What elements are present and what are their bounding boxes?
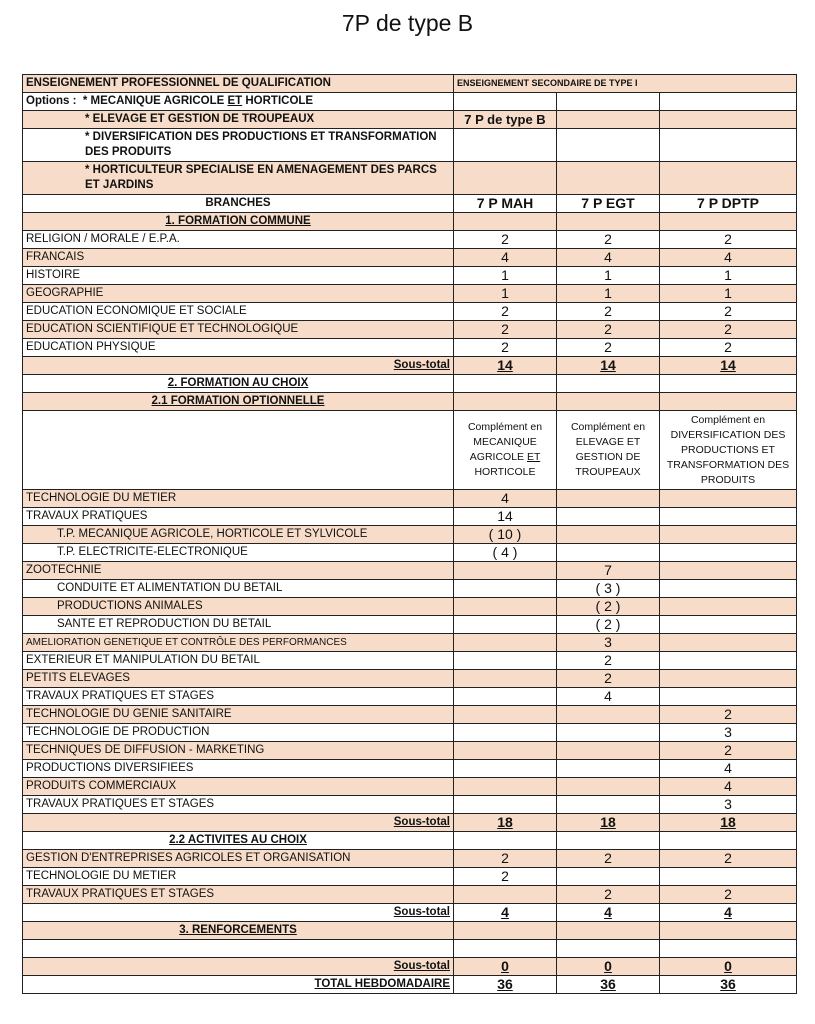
- value-cell: [660, 670, 797, 688]
- table-row: [23, 321, 797, 339]
- row-label: RELIGION / MORALE / E.P.A.: [23, 231, 454, 249]
- value-cell: ( 10 ): [454, 526, 557, 544]
- value-cell: [454, 670, 557, 688]
- header-left: ENSEIGNEMENT PROFESSIONNEL DE QUALIFICATION: [23, 75, 454, 93]
- row-label: TRAVAUX PRATIQUES: [23, 508, 454, 526]
- value-cell: 2: [454, 303, 557, 321]
- section-formation-commune: 1. FORMATION COMMUNE: [23, 213, 454, 231]
- options-row-4: [23, 162, 797, 195]
- header-right: ENSEIGNEMENT SECONDAIRE DE TYPE I: [454, 75, 797, 93]
- header-row: [23, 75, 797, 93]
- value-cell: 2: [660, 886, 797, 904]
- empty-row: [23, 940, 797, 958]
- value-cell: 2: [557, 231, 660, 249]
- subtotal-value: 18: [660, 814, 797, 832]
- value-cell: 4: [557, 249, 660, 267]
- table-row: [23, 508, 797, 526]
- table-row: [23, 339, 797, 357]
- value-cell: [557, 526, 660, 544]
- value-cell: 4: [660, 249, 797, 267]
- subtotal-label: Sous-total: [23, 814, 454, 832]
- table-row: [23, 778, 797, 796]
- section-renforcements: 3. RENFORCEMENTS: [23, 922, 454, 940]
- value-cell: [454, 724, 557, 742]
- value-cell: [557, 796, 660, 814]
- row-label: FRANCAIS: [23, 249, 454, 267]
- timetable-grid: [22, 74, 797, 994]
- value-cell: [557, 490, 660, 508]
- value-cell: 3: [660, 796, 797, 814]
- table-row: [23, 249, 797, 267]
- complement-empty: [23, 411, 454, 490]
- value-cell: [660, 580, 797, 598]
- row-label: EDUCATION SCIENTIFIQUE ET TECHNOLOGIQUE: [23, 321, 454, 339]
- row-label: T.P. ELECTRICITE-ELECTRONIQUE: [23, 544, 454, 562]
- subtotal-label: Sous-total: [23, 958, 454, 976]
- table-row: [23, 688, 797, 706]
- value-cell: 4: [557, 688, 660, 706]
- value-cell: [557, 742, 660, 760]
- subtotal-row: [23, 958, 797, 976]
- value-cell: [660, 508, 797, 526]
- subtotal-value: 14: [660, 357, 797, 375]
- row-label: TECHNIQUES DE DIFFUSION - MARKETING: [23, 742, 454, 760]
- option-1: [23, 93, 454, 111]
- value-cell: 4: [454, 249, 557, 267]
- table-row: [23, 850, 797, 868]
- value-cell: ( 2 ): [557, 598, 660, 616]
- row-label: T.P. MECANIQUE AGRICOLE, HORTICOLE ET SYLVICOLE: [23, 526, 454, 544]
- value-cell: 2: [660, 231, 797, 249]
- value-cell: [660, 634, 797, 652]
- section-formation-optionnelle: 2.1 FORMATION OPTIONNELLE: [23, 393, 454, 411]
- value-cell: [660, 598, 797, 616]
- value-cell: 2: [557, 670, 660, 688]
- option-2-type: 7 P de type B: [454, 111, 557, 129]
- value-cell: [557, 724, 660, 742]
- value-cell: [454, 886, 557, 904]
- value-cell: 4: [454, 490, 557, 508]
- value-cell: 2: [660, 339, 797, 357]
- value-cell: [660, 616, 797, 634]
- option-4: * HORTICULTEUR SPECIALISE EN AMENAGEMENT DES PARCS ET JARDINS: [23, 162, 454, 195]
- section-formation-au-choix: 2. FORMATION AU CHOIX: [23, 375, 454, 393]
- value-cell: [454, 706, 557, 724]
- value-cell: [557, 868, 660, 886]
- value-cell: 2: [557, 850, 660, 868]
- section-renforcements: [23, 922, 797, 940]
- value-cell: [454, 760, 557, 778]
- value-cell: [557, 544, 660, 562]
- complement-dptp: Complément en DIVERSIFICATION DES PRODUCTIONS ET TRANSFORMATION DES PRODUITS: [660, 411, 797, 490]
- complement-mah-b: HORTICOLE: [474, 466, 536, 478]
- value-cell: 2: [557, 303, 660, 321]
- row-label: PRODUCTIONS ANIMALES: [23, 598, 454, 616]
- value-cell: 2: [557, 652, 660, 670]
- value-cell: [660, 526, 797, 544]
- subtotal-row: [23, 357, 797, 375]
- table-row: [23, 796, 797, 814]
- total-label: TOTAL HEBDOMADAIRE: [23, 976, 454, 994]
- section-row: [23, 213, 797, 231]
- table-row: [23, 598, 797, 616]
- row-label: ZOOTECHNIE: [23, 562, 454, 580]
- value-cell: [660, 562, 797, 580]
- total-value: 36: [454, 976, 557, 994]
- value-cell: [660, 544, 797, 562]
- total-value: 36: [660, 976, 797, 994]
- value-cell: [454, 634, 557, 652]
- row-label: SANTE ET REPRODUCTION DU BETAIL: [23, 616, 454, 634]
- row-label: TECHNOLOGIE DU METIER: [23, 490, 454, 508]
- complement-egt: Complément en ELEVAGE ET GESTION DE TROUPEAUX: [557, 411, 660, 490]
- row-label: EDUCATION PHYSIQUE: [23, 339, 454, 357]
- value-cell: [660, 490, 797, 508]
- table-row: [23, 490, 797, 508]
- value-cell: [557, 706, 660, 724]
- value-cell: 2: [660, 706, 797, 724]
- value-cell: 1: [557, 285, 660, 303]
- complement-row: [23, 411, 797, 490]
- page-title: 7P de type B: [341, 10, 474, 36]
- value-cell: 1: [454, 267, 557, 285]
- subtotal-value: 0: [454, 958, 557, 976]
- row-label: CONDUITE ET ALIMENTATION DU BETAIL: [23, 580, 454, 598]
- value-cell: 14: [454, 508, 557, 526]
- options-row-1: [23, 93, 797, 111]
- value-cell: [557, 778, 660, 796]
- option-1-label-b: HORTICOLE: [242, 95, 314, 107]
- value-cell: [557, 760, 660, 778]
- subtotal-row: [23, 814, 797, 832]
- options-row-3: [23, 129, 797, 162]
- value-cell: 2: [454, 868, 557, 886]
- value-cell: [454, 742, 557, 760]
- table-row: [23, 868, 797, 886]
- value-cell: [557, 508, 660, 526]
- value-cell: 7: [557, 562, 660, 580]
- value-cell: [454, 652, 557, 670]
- value-cell: 2: [454, 231, 557, 249]
- table-row: [23, 742, 797, 760]
- subtotal-label: Sous-total: [23, 904, 454, 922]
- value-cell: [454, 778, 557, 796]
- subtotal-label: Sous-total: [23, 357, 454, 375]
- value-cell: 2: [660, 850, 797, 868]
- col-mah: 7 P MAH: [454, 195, 557, 213]
- subtotal-value: 4: [557, 904, 660, 922]
- row-label: TRAVAUX PRATIQUES ET STAGES: [23, 688, 454, 706]
- value-cell: 2: [557, 339, 660, 357]
- row-label: TECHNOLOGIE DE PRODUCTION: [23, 724, 454, 742]
- subtotal-value: 18: [454, 814, 557, 832]
- value-cell: 3: [557, 634, 660, 652]
- table-row: [23, 652, 797, 670]
- row-label: TECHNOLOGIE DU GENIE SANITAIRE: [23, 706, 454, 724]
- table-row: [23, 526, 797, 544]
- branches-label: BRANCHES: [23, 195, 454, 213]
- value-cell: 1: [454, 285, 557, 303]
- row-label: PRODUITS COMMERCIAUX: [23, 778, 454, 796]
- subtotal-value: 18: [557, 814, 660, 832]
- value-cell: 2: [557, 321, 660, 339]
- value-cell: 2: [660, 742, 797, 760]
- table-row: [23, 267, 797, 285]
- row-label: TRAVAUX PRATIQUES ET STAGES: [23, 886, 454, 904]
- value-cell: 1: [660, 267, 797, 285]
- value-cell: 2: [454, 850, 557, 868]
- branches-row: [23, 195, 797, 213]
- value-cell: [660, 652, 797, 670]
- value-cell: 1: [660, 285, 797, 303]
- value-cell: 2: [557, 886, 660, 904]
- subtotal-value: 14: [557, 357, 660, 375]
- row-label: EDUCATION ECONOMIQUE ET SOCIALE: [23, 303, 454, 321]
- value-cell: [454, 598, 557, 616]
- value-cell: ( 3 ): [557, 580, 660, 598]
- table-row: [23, 886, 797, 904]
- row-label: AMELIORATION GENETIQUE ET CONTRÔLE DES PERFORMANCES: [23, 634, 454, 652]
- value-cell: [454, 796, 557, 814]
- value-cell: [660, 688, 797, 706]
- value-cell: 2: [660, 321, 797, 339]
- row-label: EXTERIEUR ET MANIPULATION DU BETAIL: [23, 652, 454, 670]
- option-1-label-a: * MECANIQUE AGRICOLE: [82, 95, 228, 107]
- complement-mah: [454, 411, 557, 490]
- col-egt: 7 P EGT: [557, 195, 660, 213]
- value-cell: 3: [660, 724, 797, 742]
- value-cell: ( 2 ): [557, 616, 660, 634]
- option-2: * ELEVAGE ET GESTION DE TROUPEAUX: [23, 111, 454, 129]
- subtotal-row: [23, 904, 797, 922]
- value-cell: [454, 562, 557, 580]
- value-cell: 2: [454, 339, 557, 357]
- table-row: [23, 616, 797, 634]
- subtotal-value: 0: [557, 958, 660, 976]
- table-row: [23, 231, 797, 249]
- table-row: [23, 706, 797, 724]
- complement-mah-et: ET: [526, 451, 541, 463]
- subtotal-value: 14: [454, 357, 557, 375]
- table-row: [23, 303, 797, 321]
- subtotal-value: 4: [454, 904, 557, 922]
- row-label: GESTION D'ENTREPRISES AGRICOLES ET ORGANISATION: [23, 850, 454, 868]
- col-dptp: 7 P DPTP: [660, 195, 797, 213]
- subtotal-value: 0: [660, 958, 797, 976]
- row-label: TECHNOLOGIE DU METIER: [23, 868, 454, 886]
- row-label: PETITS ELEVAGES: [23, 670, 454, 688]
- section-activites: 2.2 ACTIVITES AU CHOIX: [23, 832, 454, 850]
- table-row: [23, 562, 797, 580]
- subtotal-value: 4: [660, 904, 797, 922]
- total-row: [23, 976, 797, 994]
- table-row: [23, 544, 797, 562]
- row-label: TRAVAUX PRATIQUES ET STAGES: [23, 796, 454, 814]
- value-cell: 4: [660, 760, 797, 778]
- value-cell: [454, 580, 557, 598]
- row-label: GEOGRAPHIE: [23, 285, 454, 303]
- row-label: HISTOIRE: [23, 267, 454, 285]
- table-row: [23, 724, 797, 742]
- value-cell: 1: [557, 267, 660, 285]
- table-row: [23, 634, 797, 652]
- option-1-et: ET: [227, 95, 243, 107]
- value-cell: [454, 616, 557, 634]
- value-cell: [660, 868, 797, 886]
- value-cell: 4: [660, 778, 797, 796]
- table-row: [23, 580, 797, 598]
- option-3: * DIVERSIFICATION DES PRODUCTIONS ET TRANSFORMATION DES PRODUITS: [23, 129, 454, 162]
- value-cell: 2: [454, 321, 557, 339]
- value-cell: 2: [660, 303, 797, 321]
- section-formation-au-choix: [23, 375, 797, 393]
- table-row: [23, 285, 797, 303]
- row-label: PRODUCTIONS DIVERSIFIEES: [23, 760, 454, 778]
- options-prefix: Options :: [26, 95, 77, 107]
- section-formation-optionnelle: [23, 393, 797, 411]
- options-row-2: [23, 111, 797, 129]
- section-activites: [23, 832, 797, 850]
- complement-mah-a: Complément en MECANIQUE AGRICOLE: [467, 421, 543, 463]
- value-cell: ( 4 ): [454, 544, 557, 562]
- value-cell: [454, 688, 557, 706]
- table-row: [23, 670, 797, 688]
- table-row: [23, 760, 797, 778]
- total-value: 36: [557, 976, 660, 994]
